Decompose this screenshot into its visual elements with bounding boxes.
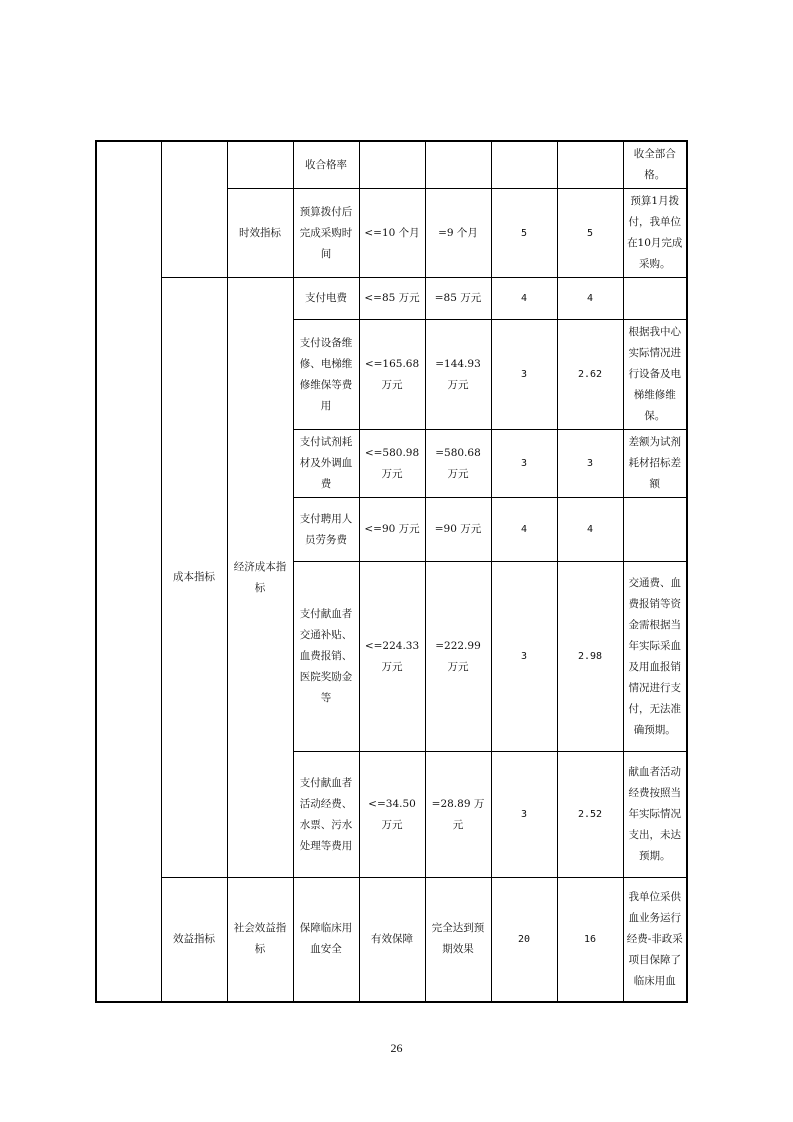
actual-cell: =28.89 万元 bbox=[425, 752, 491, 878]
score-cell: 2.62 bbox=[557, 320, 623, 430]
note-cell: 交通费、血费报销等资金需根据当年实际采血及用血报销情况进行支付，无法准确预期。 bbox=[623, 562, 687, 752]
note-cell: 我单位采供血业务运行经费-非政采项目保障了临床用血 bbox=[623, 878, 687, 1002]
weight-cell: 3 bbox=[491, 562, 557, 752]
weight-cell: 20 bbox=[491, 878, 557, 1002]
target-cell: <=580.98 万元 bbox=[359, 430, 425, 498]
score-cell: 16 bbox=[557, 878, 623, 1002]
actual-cell: =9 个月 bbox=[425, 189, 491, 278]
indicator-cell: 支付电费 bbox=[293, 278, 359, 320]
level2-cell bbox=[227, 141, 293, 189]
page-number: 26 bbox=[390, 1041, 403, 1055]
target-cell: 有效保障 bbox=[359, 878, 425, 1002]
note-cell bbox=[623, 278, 687, 320]
level1-cell bbox=[161, 141, 227, 278]
level1-cell: 成本指标 bbox=[161, 278, 227, 878]
score-cell: 3 bbox=[557, 430, 623, 498]
weight-cell: 4 bbox=[491, 278, 557, 320]
actual-cell: 完全达到预期效果 bbox=[425, 878, 491, 1002]
weight-cell: 3 bbox=[491, 752, 557, 878]
weight-cell: 3 bbox=[491, 320, 557, 430]
weight-cell bbox=[491, 141, 557, 189]
target-cell: <=90 万元 bbox=[359, 498, 425, 562]
target-cell bbox=[359, 141, 425, 189]
indicator-cell: 支付献血者交通补贴、血费报销、医院奖励金等 bbox=[293, 562, 359, 752]
table-row bbox=[96, 878, 687, 1002]
target-cell: <=10 个月 bbox=[359, 189, 425, 278]
indicator-cell: 支付聘用人员劳务费 bbox=[293, 498, 359, 562]
indicator-cell: 支付献血者活动经费、水票、污水处理等费用 bbox=[293, 752, 359, 878]
indicator-cell: 支付试剂耗材及外调血费 bbox=[293, 430, 359, 498]
score-cell: 4 bbox=[557, 498, 623, 562]
score-cell bbox=[557, 141, 623, 189]
target-cell: <=85 万元 bbox=[359, 278, 425, 320]
level0-cell bbox=[96, 141, 161, 1002]
indicator-cell: 预算拨付后完成采购时间 bbox=[293, 189, 359, 278]
weight-cell: 5 bbox=[491, 189, 557, 278]
note-cell: 献血者活动经费按照当年实际情况支出，未达预期。 bbox=[623, 752, 687, 878]
note-cell: 差额为试剂耗材招标差额 bbox=[623, 430, 687, 498]
indicator-cell: 支付设备维修、电梯维修维保等费用 bbox=[293, 320, 359, 430]
actual-cell: =144.93 万元 bbox=[425, 320, 491, 430]
note-cell bbox=[623, 498, 687, 562]
indicator-cell: 收合格率 bbox=[293, 141, 359, 189]
note-cell: 收全部合格。 bbox=[623, 141, 687, 189]
note-cell: 根据我中心实际情况进行设备及电梯维修维保。 bbox=[623, 320, 687, 430]
actual-cell: =85 万元 bbox=[425, 278, 491, 320]
level2-cell: 经济成本指标 bbox=[227, 278, 293, 878]
actual-cell: =90 万元 bbox=[425, 498, 491, 562]
level2-cell: 时效指标 bbox=[227, 189, 293, 278]
indicator-cell: 保障临床用血安全 bbox=[293, 878, 359, 1002]
score-cell: 5 bbox=[557, 189, 623, 278]
target-cell: <=165.68 万元 bbox=[359, 320, 425, 430]
table-row bbox=[96, 141, 687, 189]
target-cell: <=34.50 万元 bbox=[359, 752, 425, 878]
weight-cell: 3 bbox=[491, 430, 557, 498]
table-row bbox=[96, 278, 687, 320]
actual-cell: =222.99 万元 bbox=[425, 562, 491, 752]
target-cell: <=224.33 万元 bbox=[359, 562, 425, 752]
performance-table bbox=[95, 140, 688, 1003]
level1-cell: 效益指标 bbox=[161, 878, 227, 1002]
actual-cell: =580.68 万元 bbox=[425, 430, 491, 498]
score-cell: 2.52 bbox=[557, 752, 623, 878]
weight-cell: 4 bbox=[491, 498, 557, 562]
note-cell: 预算1月拨付，我单位在10月完成采购。 bbox=[623, 189, 687, 278]
score-cell: 4 bbox=[557, 278, 623, 320]
score-cell: 2.98 bbox=[557, 562, 623, 752]
actual-cell bbox=[425, 141, 491, 189]
level2-cell: 社会效益指标 bbox=[227, 878, 293, 1002]
